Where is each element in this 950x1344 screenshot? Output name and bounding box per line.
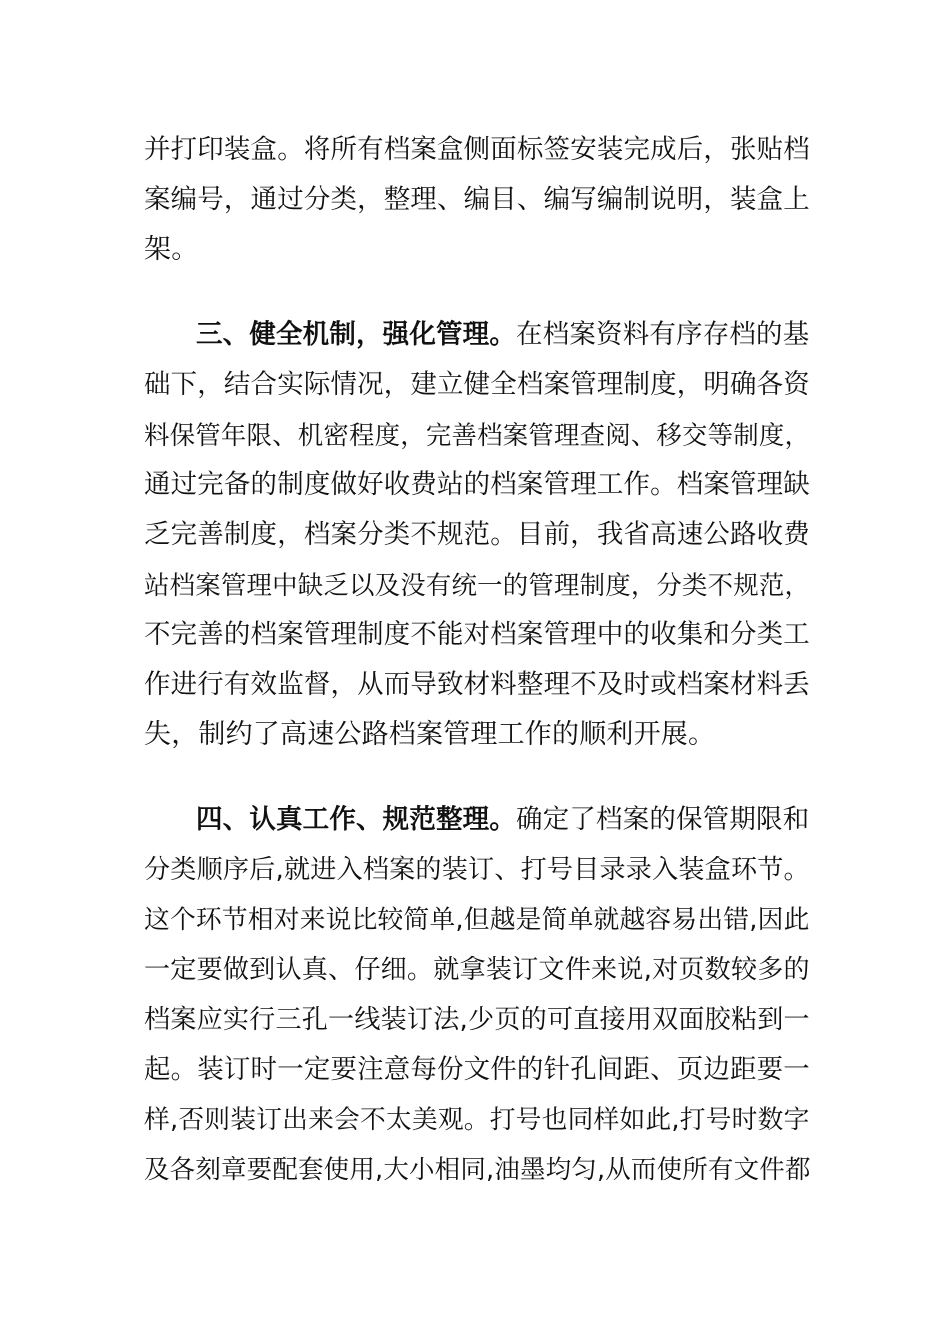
body-text: 确定了档案的保管期限和 xyxy=(516,804,810,835)
body-text: 在档案资料有序存档的基 xyxy=(516,319,810,350)
body-text-line: 档案应实行三孔一线装订法,少页的可直接用双面胶粘到一 xyxy=(144,1005,810,1035)
paragraph-first-line xyxy=(196,803,809,837)
body-text-line: 不完善的档案管理制度不能对档案管理中的收集和分类工 xyxy=(144,619,810,650)
body-text-line: 分类顺序后,就进入档案的装订、打号目录录入装盒环节。 xyxy=(144,855,810,885)
body-text-line: 并打印装盒。将所有档案盒侧面标签安装完成后，张贴档 xyxy=(144,134,810,165)
body-text-line: 乏完善制度，档案分类不规范。目前，我省高速公路收费 xyxy=(144,519,810,550)
body-text-line: 础下，结合实际情况，建立健全档案管理制度，明确各资 xyxy=(144,369,810,400)
section-heading: 三、健全机制，强化管理。 xyxy=(196,319,517,350)
body-text-line: 通过完备的制度做好收费站的档案管理工作。档案管理缺 xyxy=(144,469,810,500)
body-text-line: 及各刻章要配套使用,大小相同,油墨均匀,从而使所有文件都 xyxy=(144,1155,811,1185)
body-text-line: 起。装订时一定要注意每份文件的针孔间距、页边距要一 xyxy=(144,1054,810,1085)
paragraph-first-line xyxy=(196,318,809,352)
body-text-line: 料保管年限、机密程度，完善档案管理查阅、移交等制度， xyxy=(144,420,811,450)
body-text-line: 这个环节相对来说比较简单,但越是简单就越容易出错,因此 xyxy=(144,905,810,935)
body-text-line: 案编号，通过分类，整理、编目、编写编制说明，装盒上 xyxy=(144,184,810,215)
body-text-line: 作进行有效监督，从而导致材料整理不及时或档案材料丢 xyxy=(144,669,810,700)
body-text-line: 站档案管理中缺乏以及没有统一的管理制度，分类不规范， xyxy=(144,570,811,600)
body-text-line: 一定要做到认真、仔细。就拿装订文件来说,对页数较多的 xyxy=(144,955,810,985)
body-text-line: 失，制约了高速公路档案管理工作的顺利开展。 xyxy=(144,719,716,750)
body-text-line: 架。 xyxy=(144,234,199,265)
section-heading: 四、认真工作、规范整理。 xyxy=(196,804,517,835)
body-text-line: 样,否则装订出来会不太美观。打号也同样如此,打号时数字 xyxy=(144,1105,810,1135)
